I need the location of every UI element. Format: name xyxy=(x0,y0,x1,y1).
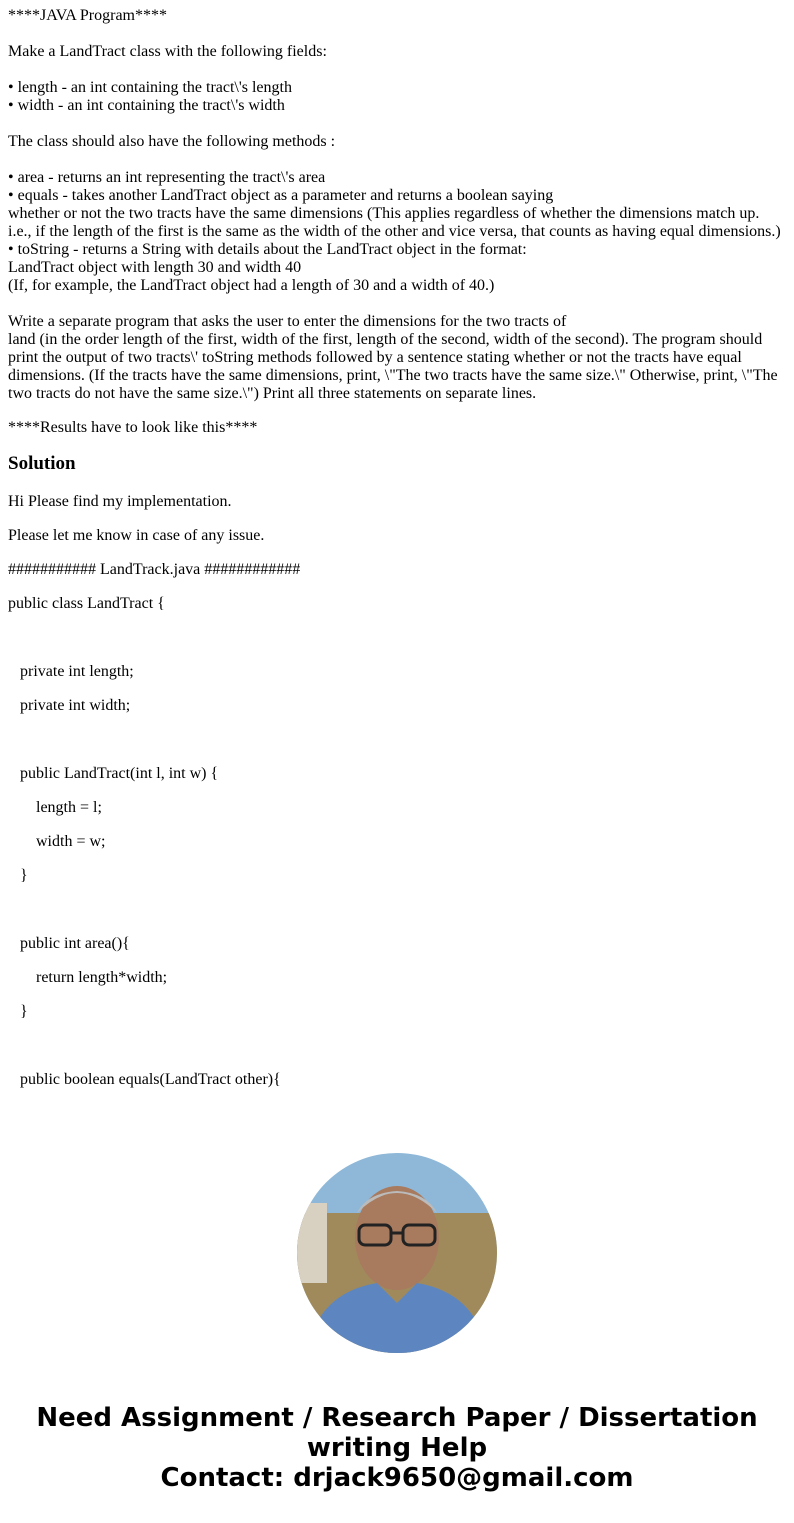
code-line: public int area(){ xyxy=(8,935,130,952)
code-line xyxy=(8,1037,788,1055)
file-header: ########### LandTrack.java ############ xyxy=(8,561,301,578)
banner-line-2: writing Help xyxy=(306,1433,488,1463)
code-line: private int width; xyxy=(8,697,131,714)
question-line: The class should also have the following methods : xyxy=(8,133,336,150)
question-line xyxy=(8,25,788,43)
question-line: • width - an int containing the tract\'s width xyxy=(8,97,285,114)
question-line: Make a LandTract class with the following fields: xyxy=(8,43,327,60)
question-text xyxy=(8,7,788,403)
question-line: • area - returns an int representing the tract\'s area xyxy=(8,169,326,186)
question-line xyxy=(8,295,788,313)
solution-intro: Hi Please find my implementation. xyxy=(8,493,232,510)
code-line: public boolean equals(LandTract other){ xyxy=(8,1071,281,1088)
question-line: LandTract object with length 30 and width 40 xyxy=(8,259,302,276)
solution-heading: Solution xyxy=(8,453,76,474)
question-line xyxy=(8,151,788,169)
question-line xyxy=(8,115,788,133)
code-block xyxy=(8,595,788,1089)
code-line: } xyxy=(8,1003,28,1020)
question-line: (If, for example, the LandTract object had a length of 30 and a width of 40.) xyxy=(8,277,495,294)
results-note: ****Results have to look like this**** xyxy=(8,419,258,436)
code-line: private int length; xyxy=(8,663,134,680)
code-line xyxy=(8,731,788,749)
code-line: public class LandTract { xyxy=(8,595,165,612)
question-line xyxy=(8,61,788,79)
question-line: • equals - takes another LandTract object as a parameter and returns a boolean saying xyxy=(8,187,554,204)
question-line: • length - an int containing the tract\'s length xyxy=(8,79,292,96)
document-body xyxy=(8,7,788,1105)
code-line xyxy=(8,629,788,647)
author-photo xyxy=(297,1153,497,1353)
question-line: • toString - returns a String with details about the LandTract object in the format: xyxy=(8,241,527,258)
banner-contact: Contact: drjack9650@gmail.com xyxy=(160,1463,634,1493)
question-line: land (in the order length of the first, width of the first, length of the second, width of the second). The program should print the output of two tracts\' toString methods followed by a sentence stating whether or not the tracts have equal dimensions. (If the tracts have the same dimensions, print, \"The two tracts have the same size.\" Otherwise, print, \"The two tracts do not have the same size.\") Print all three statements on separate lines. xyxy=(8,331,782,402)
question-line: whether or not the two tracts have the same dimensions (This applies regardless of whether the dimensions match up. xyxy=(8,205,760,222)
contact-banner xyxy=(0,1403,794,1493)
code-line: length = l; xyxy=(8,799,102,816)
banner-line-1: Need Assignment / Research Paper / Dissertation xyxy=(36,1403,758,1433)
code-line: return length*width; xyxy=(8,969,168,986)
question-line: ****JAVA Program**** xyxy=(8,7,167,24)
code-line: public LandTract(int l, int w) { xyxy=(8,765,219,782)
code-line: width = w; xyxy=(8,833,106,850)
code-line xyxy=(8,901,788,919)
question-line: i.e., if the length of the first is the same as the width of the other and vice versa, that counts as having equal dimensions.) xyxy=(8,223,781,240)
question-line: Write a separate program that asks the user to enter the dimensions for the two tracts of xyxy=(8,313,567,330)
solution-note: Please let me know in case of any issue. xyxy=(8,527,265,544)
code-line: } xyxy=(8,867,28,884)
